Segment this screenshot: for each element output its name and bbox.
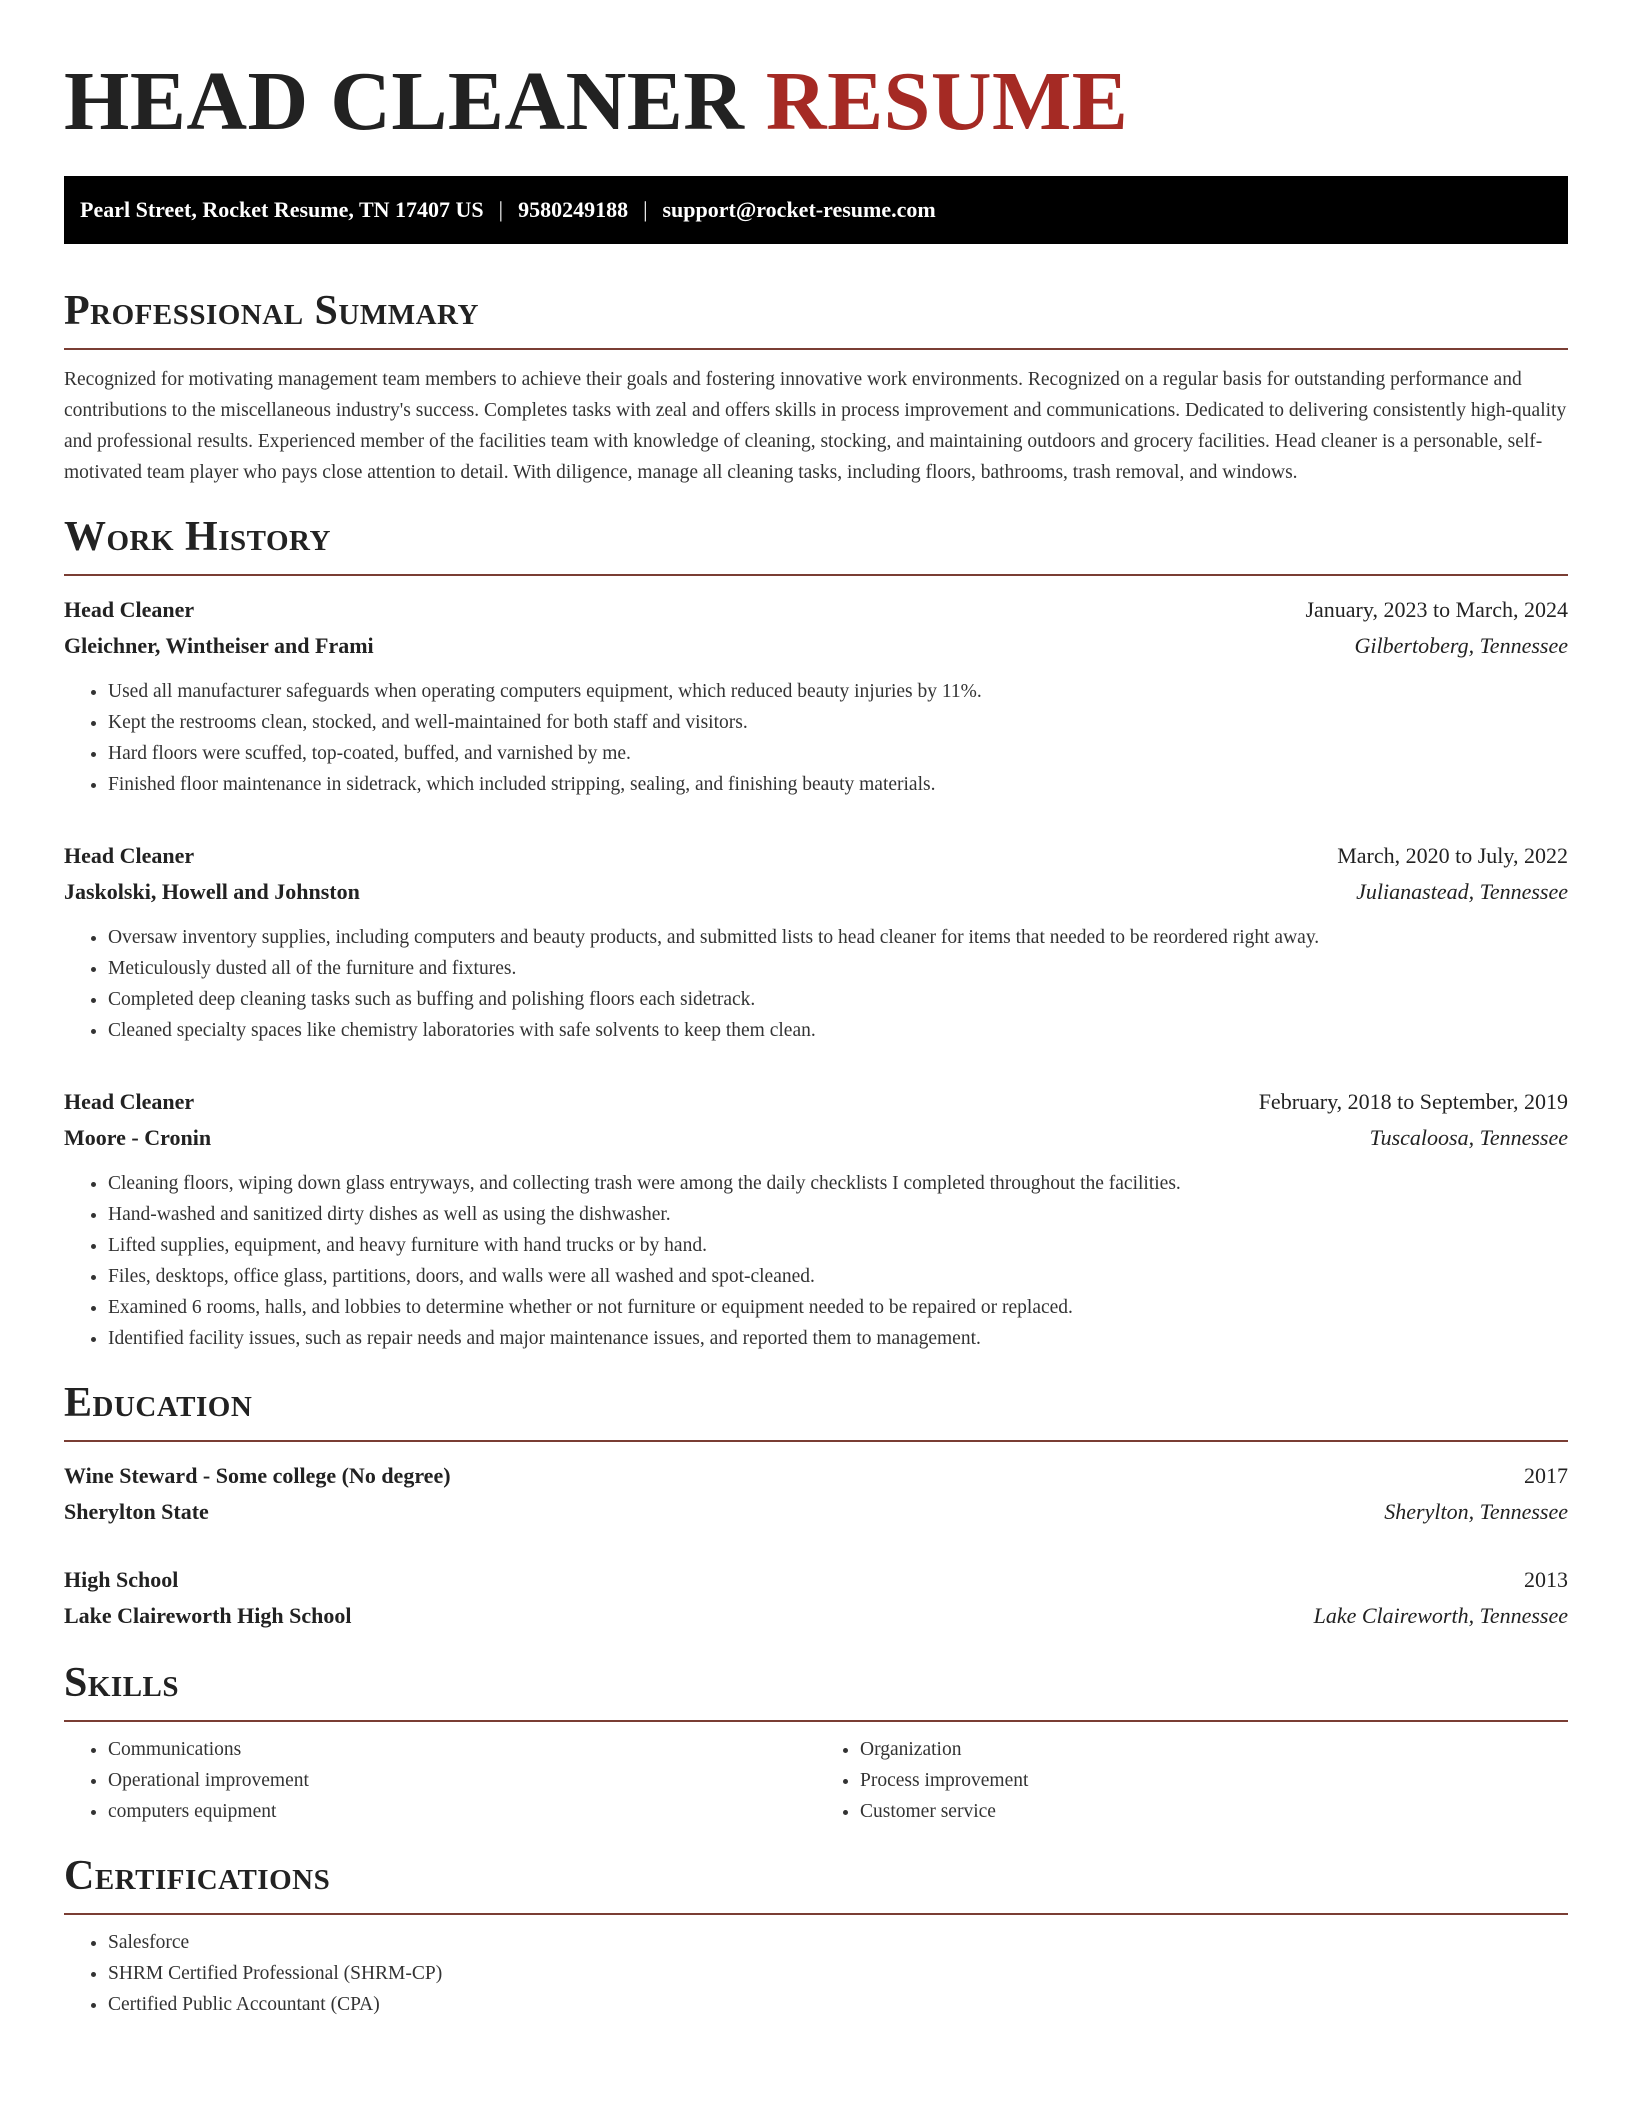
- job-bullet: • Identified facility issues, such as repair needs and major maintenance issues, and reported them to management.: [108, 1323, 1568, 1354]
- job-company: Moore - Cronin: [64, 1125, 212, 1150]
- certification-item: • Salesforce: [108, 1927, 1568, 1958]
- certification-item: • SHRM Certified Professional (SHRM-CP): [108, 1958, 1568, 1989]
- job-bullet: • Finished floor maintenance in sidetrack, which included stripping, sealing, and finishing beauty materials.: [108, 769, 1568, 800]
- contact-separator: |: [498, 197, 504, 222]
- job-bullets: [64, 676, 1568, 800]
- skill-item: • Communications: [108, 1734, 816, 1765]
- job-bullet: • Files, desktops, office glass, partitions, doors, and walls were all washed and spot-cleaned.: [108, 1261, 1568, 1292]
- education-degree: High School: [64, 1567, 179, 1592]
- job-title: Head Cleaner: [64, 843, 195, 868]
- contact-separator: |: [643, 197, 648, 222]
- education-location: Sherylton, Tennessee: [1384, 1499, 1568, 1524]
- job-bullet: • Kept the restrooms clean, stocked, and well-maintained for both staff and visitors.: [108, 707, 1568, 738]
- job-entry: [64, 1084, 1568, 1354]
- skills-section: [64, 1658, 1568, 1827]
- skill-item: • Customer service: [860, 1796, 1568, 1827]
- job-dates: January, 2023 to March, 2024: [1305, 597, 1568, 622]
- certification-item: • Certified Public Accountant (CPA): [108, 1989, 1568, 2020]
- job-bullet: • Cleaning floors, wiping down glass entryways, and collecting trash were among the daily checklists I completed throughout the facilities.: [108, 1168, 1568, 1199]
- contact-email: support@rocket-resume.com: [662, 197, 936, 222]
- skills-column-left: [64, 1734, 816, 1827]
- job-bullets: [64, 922, 1568, 1046]
- job-entry: [64, 838, 1568, 1046]
- education-school: Lake Claireworth High School: [64, 1603, 352, 1628]
- professional-summary-section: [64, 286, 1568, 488]
- job-bullet: • Used all manufacturer safeguards when operating computers equipment, which reduced beauty injuries by 11%.: [108, 676, 1568, 707]
- job-bullet: • Meticulously dusted all of the furniture and fixtures.: [108, 953, 1568, 984]
- section-heading-certifications: Certifications: [64, 1851, 1568, 1915]
- job-location: Tuscaloosa, Tennessee: [1369, 1125, 1568, 1150]
- job-title: Head Cleaner: [64, 1089, 195, 1114]
- section-heading-education: Education: [64, 1378, 1568, 1442]
- education-section: [64, 1378, 1568, 1634]
- skill-item: • Operational improvement: [108, 1765, 816, 1796]
- job-company: Gleichner, Wintheiser and Frami: [64, 633, 374, 658]
- education-entry: [64, 1458, 1568, 1530]
- education-year: 2013: [1524, 1567, 1568, 1592]
- job-company: Jaskolski, Howell and Johnston: [64, 879, 360, 904]
- education-entry: [64, 1562, 1568, 1634]
- job-bullet: • Cleaned specialty spaces like chemistry laboratories with safe solvents to keep them clean.: [108, 1015, 1568, 1046]
- skill-item: • Process improvement: [860, 1765, 1568, 1796]
- job-bullet: • Completed deep cleaning tasks such as buffing and polishing floors each sidetrack.: [108, 984, 1568, 1015]
- job-bullet: • Oversaw inventory supplies, including computers and beauty products, and submitted lists to head cleaner for items that needed to be reordered right away.: [108, 922, 1568, 953]
- contact-address: Pearl Street, Rocket Resume, TN 17407 US: [80, 197, 484, 222]
- skills-grid: [64, 1734, 1568, 1827]
- job-bullet: • Lifted supplies, equipment, and heavy furniture with hand trucks or by hand.: [108, 1230, 1568, 1261]
- section-heading-summary: Professional Summary: [64, 286, 1568, 350]
- job-dates: February, 2018 to September, 2019: [1258, 1089, 1568, 1114]
- title-main: HEAD CLEANER: [64, 55, 745, 148]
- section-heading-skills: Skills: [64, 1658, 1568, 1722]
- job-location: Gilbertoberg, Tennessee: [1354, 633, 1568, 658]
- education-degree: Wine Steward - Some college (No degree): [64, 1463, 451, 1488]
- contact-bar: [64, 176, 1568, 244]
- certifications-section: [64, 1851, 1568, 2020]
- section-heading-work: Work History: [64, 512, 1568, 576]
- resume-title: [64, 0, 1568, 152]
- certifications-list: [64, 1927, 1568, 2020]
- job-dates: March, 2020 to July, 2022: [1337, 843, 1568, 868]
- job-bullets: [64, 1168, 1568, 1354]
- job-title: Head Cleaner: [64, 597, 195, 622]
- job-bullet: • Examined 6 rooms, halls, and lobbies to determine whether or not furniture or equipment needed to be repaired or replaced.: [108, 1292, 1568, 1323]
- title-accent: RESUME: [765, 55, 1129, 148]
- education-school: Sherylton State: [64, 1499, 209, 1524]
- skill-item: • computers equipment: [108, 1796, 816, 1827]
- contact-phone: 9580249188: [518, 197, 629, 222]
- job-location: Julianastead, Tennessee: [1356, 879, 1568, 904]
- job-bullet: • Hand-washed and sanitized dirty dishes as well as using the dishwasher.: [108, 1199, 1568, 1230]
- work-history-section: [64, 512, 1568, 1354]
- summary-text: Recognized for motivating management team members to achieve their goals and fostering innovative work environments. Recognized on a regular basis for outstanding performance and contributions to the miscellaneous industry's success. Completes tasks with zeal and offers skills in process improvement and communications. Dedicated to delivering consistently high-quality and professional results. Experienced member of the facilities team with knowledge of cleaning, stocking, and maintaining outdoors and grocery facilities. Head cleaner is a personable, self-motivated team player who pays close attention to detail. With diligence, manage all cleaning tasks, including floors, bathrooms, trash removal, and windows.: [64, 369, 1567, 483]
- job-bullet: • Hard floors were scuffed, top-coated, buffed, and varnished by me.: [108, 738, 1568, 769]
- job-entry: [64, 592, 1568, 800]
- education-location: Lake Claireworth, Tennessee: [1313, 1603, 1568, 1628]
- education-year: 2017: [1524, 1463, 1568, 1488]
- skill-item: • Organization: [860, 1734, 1568, 1765]
- skills-column-right: [816, 1734, 1568, 1827]
